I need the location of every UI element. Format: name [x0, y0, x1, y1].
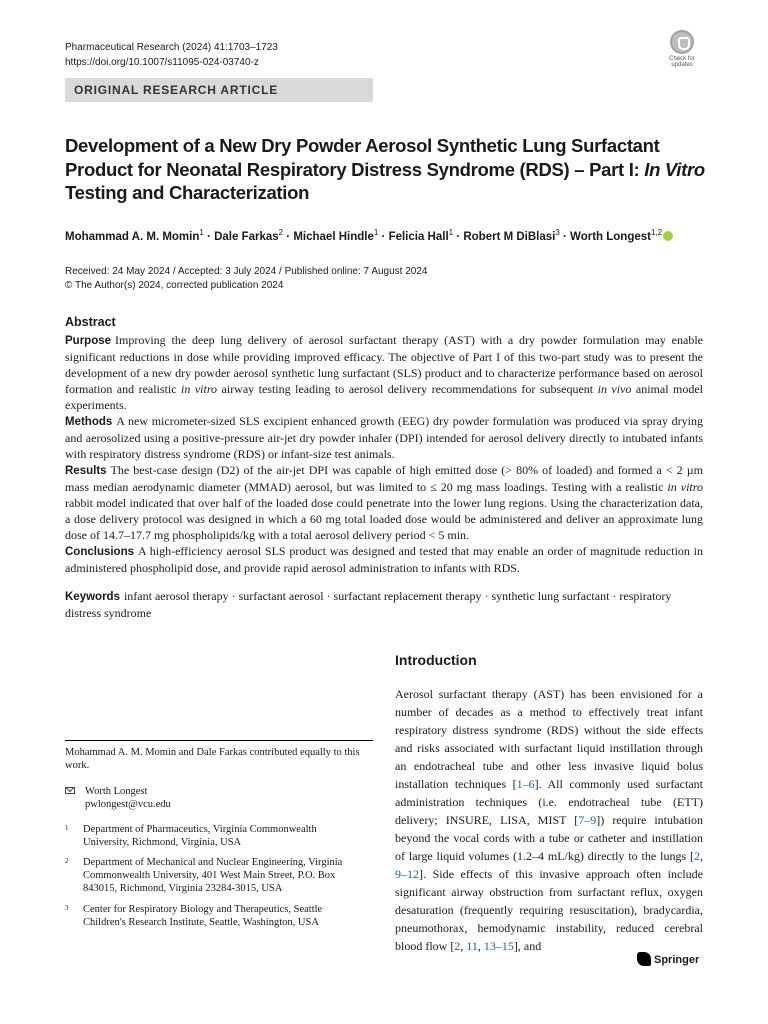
author-name[interactable]: Felicia Hall$^1$: [388, 228, 454, 243]
reference-link[interactable]: 7–9: [578, 813, 597, 827]
abstract-methods: Methods A new micrometer-sized SLS excipient enhanced growth (EEG) dry powder formulation was produced via spray drying and aerosolized using a positive-pressure air-jet dry powder inhaler (DPI) intended for aerosol delivery directly to intubated infants with respiratory distress syndrome (RDS) or infant-size test animals.: [65, 414, 703, 461]
reference-link[interactable]: 1–6: [516, 777, 535, 791]
reference-link[interactable]: 9–12: [395, 867, 419, 881]
keywords: [65, 588, 703, 621]
springer-horse-logo: [637, 952, 651, 966]
keywords-list: infant aerosol therapy · surfactant aerosol · surfactant replacement therapy · synthetic lung surfactant · respiratory distress syndrome: [65, 589, 672, 620]
abstract-conclusions: Conclusions A high-efficiency aerosol SLS product was designed and tested that may enable an order of magnitude reduction in administered phospholipid dose, and provide rapid aerosol administration to infants with RDS.: [65, 544, 703, 575]
reference-link[interactable]: 2: [454, 939, 461, 953]
article-title: Development of a New Dry Powder Aerosol Synthetic Lung Surfactant Product for Neonatal Respiratory Distress Syndrome (RDS) – Part I: In Vitro Testing and Characterization: [65, 135, 705, 203]
author-separator: ·: [283, 230, 294, 243]
introduction-text: Aerosol surfactant therapy (AST) has been envisioned for a number of decades as a method to effectively treat infant respiratory distress syndrome (RDS) without the side effects and risks associated with surfactant liquid instillation through an endotracheal tube and other less invasive liquid bolus installation techniques [1–6]. All commonly used surfactant administration techniques (i.e. endotracheal tube (ETT) delivery; INSURE, LISA, MIST [7–9]) require intubation beyond the vocal cords with a tube or catheter and instillation of large liquid volumes (1.2–4 mL/kg) directly to the lungs [2, 9–12]. Side effects of this invasive approach often include significant airway obstruction from surfactant reflux, oxygen desaturation (frequently requiring resuscitation), bradycardia, pneumothorax, hemodynamic instability, reduced cerebral blood flow [2, 11, 13–15], and: [395, 687, 703, 953]
author-name[interactable]: Michael Hindle$^1$: [293, 228, 379, 243]
keywords-label: Keywords: [65, 591, 120, 603]
author-separator: ·: [559, 230, 571, 243]
journal-citation: Pharmaceutical Research (2024) 41:1703–1723: [65, 42, 278, 53]
abstract-section: [65, 314, 703, 576]
introduction-heading: Introduction: [395, 652, 477, 668]
methods-label: Methods: [65, 416, 113, 428]
article-type-banner: ORIGINAL RESEARCH ARTICLE: [65, 78, 373, 102]
purpose-label: Purpose: [65, 335, 112, 347]
received-accepted-published: Received: 24 May 2024 / Accepted: 3 July 2024 / Published online: 7 August 2024: [65, 266, 428, 277]
envelope-icon: [65, 787, 75, 794]
check-for-updates-badge[interactable]: [661, 30, 703, 74]
author-separator: ·: [378, 230, 389, 243]
reference-link[interactable]: 2: [694, 849, 700, 863]
author-name[interactable]: Worth Longest$^{1,2}$: [570, 228, 663, 243]
author-list: [65, 224, 725, 246]
publisher-name: Springer: [654, 954, 700, 966]
corresponding-author-email[interactable]: pwlongest@vcu.edu: [85, 799, 171, 810]
publication-dates: [65, 265, 427, 293]
author-separator: ·: [453, 230, 464, 243]
author-name[interactable]: Mohammad A. M. Momin$^1$: [65, 228, 204, 243]
abstract-purpose: Purpose Improving the deep lung delivery of aerosol surfactant therapy (AST) with a dry powder formulation may enable significant reductions in dose while providing improved efficacy. The objective of Part I of this two-part study was to present the development of a new dry powder aerosol synthetic lung surfactant (SLS) product and to characterize performance based on aerosol formation and realistic in vitro airway testing leading to aerosol delivery recommendations for subsequent in vivo animal model experiments.: [65, 333, 703, 412]
publisher-footer: [637, 952, 699, 968]
affiliation-2: 2 Department of Mechanical and Nuclear Engineering, Virginia Commonwealth University, 401 West Main Street, P.O. Box 843015, Richmond, Virginia 23284-3015, USA: [65, 857, 343, 894]
copyright-line: © The Author(s) 2024, corrected publication 2024: [65, 280, 284, 291]
corresponding-author-name: Worth Longest: [85, 786, 148, 797]
conclusions-label: Conclusions: [65, 546, 135, 558]
journal-header: [65, 40, 278, 70]
reference-link[interactable]: 11: [466, 939, 478, 953]
author-name[interactable]: Dale Farkas$^2$: [214, 228, 284, 243]
reference-link[interactable]: 13–15: [483, 939, 514, 953]
results-label: Results: [65, 465, 107, 477]
corresponding-author: [65, 785, 365, 811]
author-separator: ·: [203, 230, 215, 243]
equal-contribution-note: Mohammad A. M. Momin and Dale Farkas contributed equally to this work.: [65, 747, 360, 771]
affiliation-1: 1 Department of Pharmaceutics, Virginia Commonwealth University, Richmond, Virginia, USA: [65, 824, 317, 848]
footnote-divider: [65, 740, 373, 741]
check-for-updates-label: Check for updates: [669, 56, 695, 68]
author-name[interactable]: Robert M DiBlasi$^3$: [463, 228, 560, 243]
affiliation-3: 3 Center for Respiratory Biology and Therapeutics, Seattle Children's Research Institute, Seattle, Washington, USA: [65, 904, 323, 928]
check-for-updates-icon: [670, 30, 694, 54]
abstract-heading: Abstract: [65, 315, 116, 329]
doi-link[interactable]: https://doi.org/10.1007/s11095-024-03740-z: [65, 57, 259, 68]
abstract-results: Results The best-case design (D2) of the air-jet DPI was capable of high emitted dose (> 80% of loaded) and formed a < 2 µm mass median aerodynamic diameter (MMAD) aerosol, but was limited to ≤ 20 mg mass loadings. Testing with a realistic in vitro rabbit model indicated that over half of the loaded dose could penetrate into the lower lung regions. Using the characterization data, a dose delivery protocol was designed in which a 60 mg total loaded dose would be administered and deliver an approximate lung dose of 14.7–17.7 mg phospholipids/kg with a total aerosol delivery period < 5 min.: [65, 463, 703, 542]
orcid-icon[interactable]: [663, 231, 673, 241]
